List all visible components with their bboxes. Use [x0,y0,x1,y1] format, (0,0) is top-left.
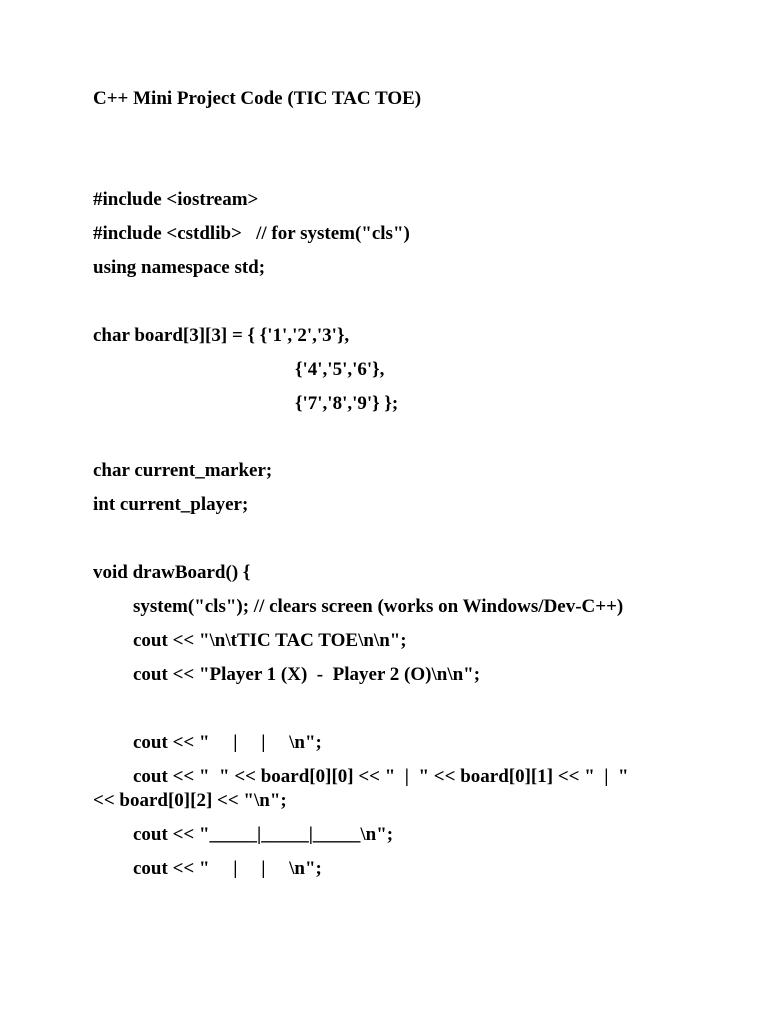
document-title: C++ Mini Project Code (TIC TAC TOE) [93,88,422,109]
code-line-cout-separator: cout << "_____|_____|_____\n"; [114,824,394,845]
code-line-board-row-3: {'7','8','9'} }; [200,393,399,414]
code-line-cout-row-0-continued: << board[0][2] << "\n"; [93,790,287,811]
code-line-cout-players: cout << "Player 1 (X) - Player 2 (O)\n\n"; [114,664,481,685]
code-line-cout-grid-top: cout << " | | \n"; [114,732,322,753]
code-line-system-cls: system("cls"); // clears screen (works on Windows/Dev-C++) [114,596,624,617]
code-line-board-row-2: {'4','5','6'}, [200,359,385,380]
code-line-drawboard-signature: void drawBoard() { [93,562,251,583]
code-line-cout-grid-bottom: cout << " | | \n"; [114,858,322,879]
code-line-cout-title: cout << "\n\tTIC TAC TOE\n\n"; [114,630,407,651]
code-line-board-row-1: char board[3][3] = { {'1','2','3'}, [93,325,350,346]
code-line-cout-row-0: cout << " " << board[0][0] << " | " << board[0][1] << " | " [114,766,629,787]
code-line-using-namespace: using namespace std; [93,257,266,278]
code-line-current-marker: char current_marker; [93,460,273,481]
code-line-include-cstdlib: #include <cstdlib> // for system("cls") [93,223,410,244]
code-line-include-iostream: #include <iostream> [93,189,259,210]
code-line-current-player: int current_player; [93,494,249,515]
